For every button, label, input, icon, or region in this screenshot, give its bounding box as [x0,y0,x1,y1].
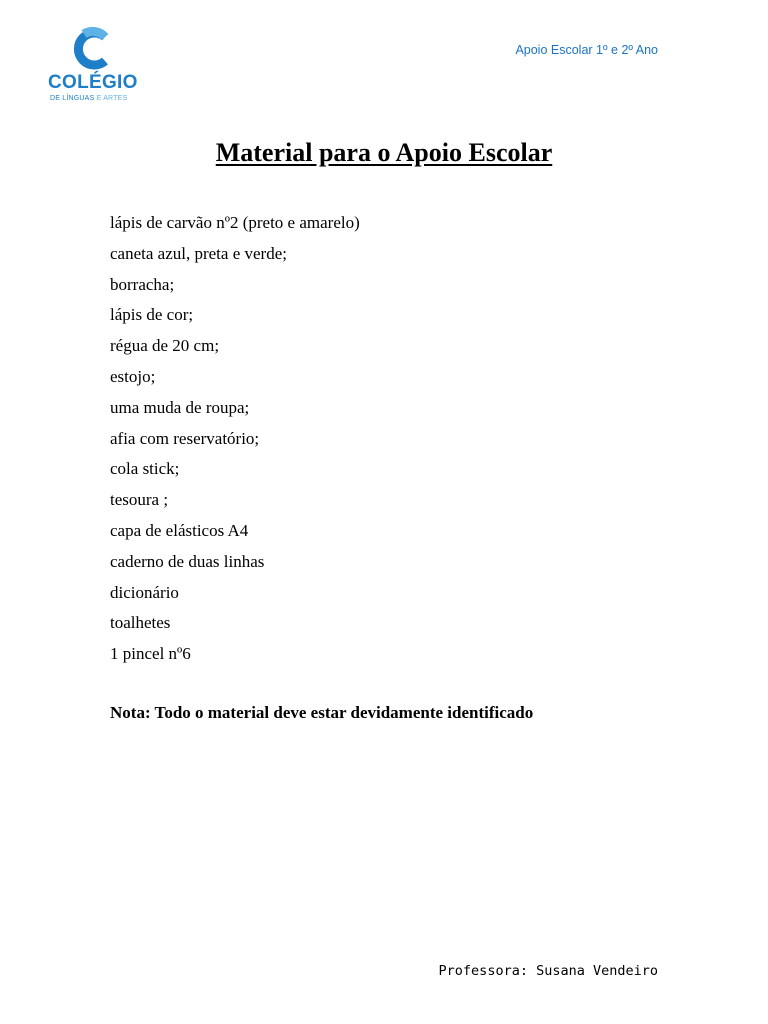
materials-list [110,208,360,670]
document-title: Material para o Apoio Escolar [215,138,553,167]
list-item: caderno de duas linhas [110,551,265,571]
logo-subtitle-accent: E ARTES [96,95,128,102]
list-item: lápis de carvão nº2 (preto e amarelo) [110,213,360,232]
list-item: toalhetes [110,613,171,633]
school-logo [48,26,148,106]
note-text: Nota: Todo o material deve estar devidamente identificado [110,703,534,722]
list-item: dicionário [110,582,179,602]
list-item: borracha; [110,274,175,294]
list-item: 1 pincel nº6 [110,644,191,664]
list-item: tesoura ; [110,490,169,510]
list-item: régua de 20 cm; [110,336,220,356]
course-label: Apoio Escolar 1º e 2º Ano [515,43,658,57]
list-item: estojo; [110,366,156,386]
list-item: caneta azul, preta e verde; [110,243,287,263]
list-item: uma muda de roupa; [110,397,250,417]
logo-c-icon [72,26,112,72]
logo-subtitle-main: DE LÍNGUAS [50,95,95,102]
logo-name: COLÉGIO [48,72,138,93]
list-item: cola stick; [110,459,180,479]
list-item: capa de elásticos A4 [110,520,249,540]
teacher-signature: Professora: Susana Vendeiro [438,963,658,979]
list-item: lápis de cor; [110,305,194,325]
logo-subtitle [50,94,150,103]
list-item: afia com reservatório; [110,428,260,448]
